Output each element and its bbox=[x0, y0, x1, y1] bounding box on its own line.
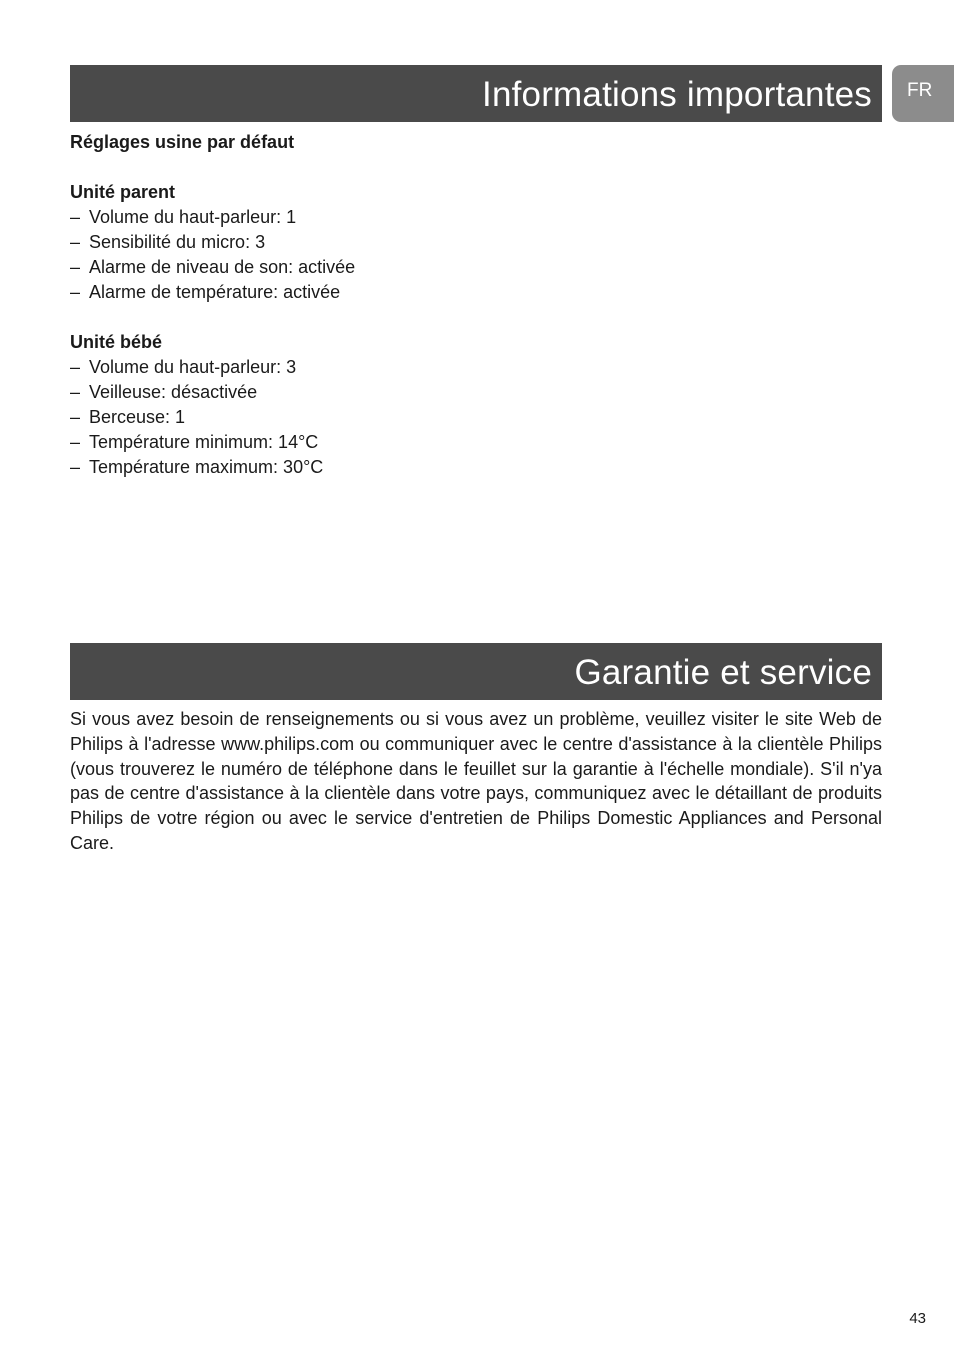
language-tab-label: FR bbox=[907, 80, 933, 101]
list-item: – Veilleuse: désactivée bbox=[70, 380, 882, 405]
section-title: Garantie et service bbox=[574, 653, 872, 692]
parent-unit-heading: Unité parent bbox=[70, 182, 176, 202]
factory-settings-section bbox=[70, 130, 882, 480]
list-item: – Alarme de température: activée bbox=[70, 280, 882, 305]
list-item: – Température minimum: 14°C bbox=[70, 430, 882, 455]
list-item: – Volume du haut-parleur: 3 bbox=[70, 355, 882, 380]
factory-settings-heading: Réglages usine par défaut bbox=[70, 132, 295, 152]
page-number: 43 bbox=[909, 1310, 926, 1327]
section-banner-garantie bbox=[70, 643, 882, 700]
baby-unit-heading: Unité bébé bbox=[70, 332, 163, 352]
section-title: Informations importantes bbox=[482, 75, 872, 114]
list-item: – Alarme de niveau de son: activée bbox=[70, 255, 882, 280]
section-banner-informations bbox=[70, 65, 882, 122]
warranty-section bbox=[70, 707, 882, 856]
list-item: – Berceuse: 1 bbox=[70, 405, 882, 430]
parent-unit-list bbox=[70, 205, 882, 305]
list-item: – Volume du haut-parleur: 1 bbox=[70, 205, 882, 230]
baby-unit-list bbox=[70, 355, 882, 480]
list-item: – Sensibilité du micro: 3 bbox=[70, 230, 882, 255]
list-item: – Température maximum: 30°C bbox=[70, 455, 882, 480]
language-tab bbox=[892, 65, 954, 122]
warranty-paragraph: Si vous avez besoin de renseignements ou si vous avez un problème, veuillez visiter le site Web de Philips à l'adresse www.philips.com ou communiquer avec le centre d'assistance à la clientèle Philips (vous trouverez le numéro de téléphone dans le feuillet sur la garantie à l'échelle mondiale). S'il n'ya pas de centre d'assistance à la clientèle dans votre pays, communiquez avec le détaillant de produits Philips de votre région ou avec le service d'entretien de Philips Domestic Appliances and Personal Care. bbox=[70, 709, 882, 853]
